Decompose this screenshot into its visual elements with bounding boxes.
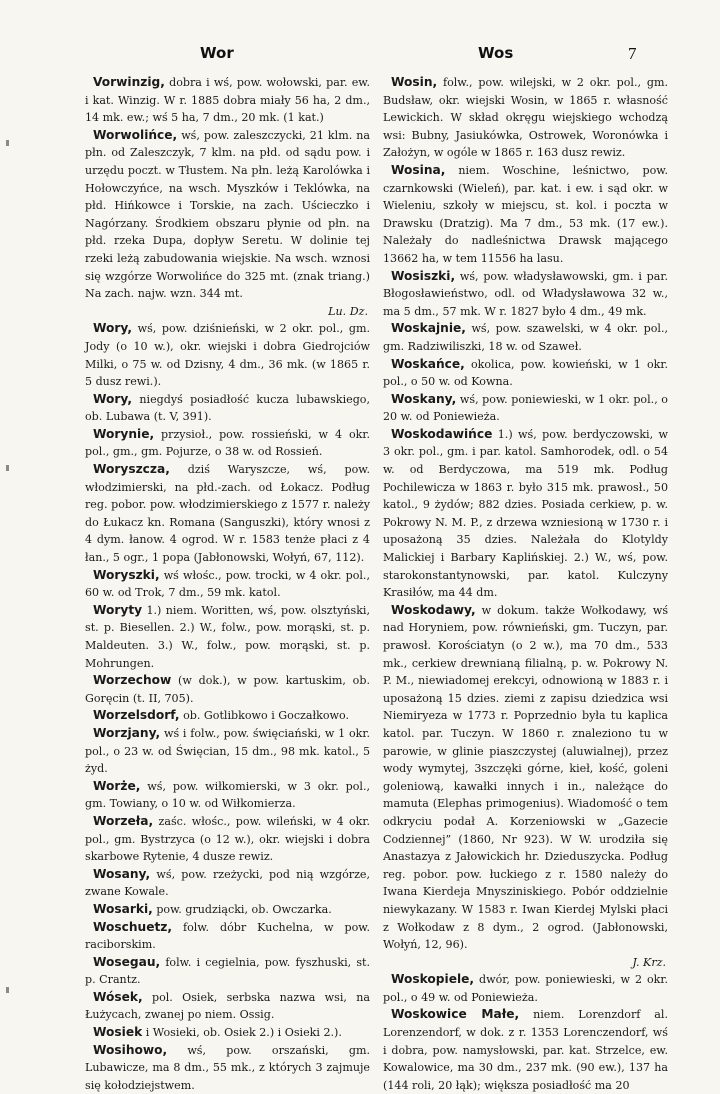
entry-headword: Wosany, (93, 866, 151, 881)
entry-text: 1.) wś, pow. berdyczowski, w 3 okr. pol., gm. i par. katol. Samhorodek, odl. o 54 w. od Berdyczowa, ma 519 mk. Podług Pochilewicza w 1863 r. było 315 mk. prawosł., 50 katol., 9 żydów; 882 dzies. Posiada cerkiew, p. w. Pokrowy N. M. P., z drzewa wzniesioną w 1730 r. i uposażoną 35 dzies. Należała do Klotyldy Malickiej i Barbary Kaplińskiej. 2.) W., wś, pow. starokonstantynowski, par. katol. Kulczyny Krasiłów, ma 44 dm. (383, 427, 669, 600)
entry-text: dziś Waryszcze, wś, pow. włodzimierski, na płd.-zach. od Łokacz. Podług reg. pobor. pow. włodzimierskiego z 1577 r. należy do Łukacz kn. Romana (Sanguszki), który wnosi z 4 dym. łanow. 4 ogrod. W r. 1583 tenże płaci z 4 łan., 5 ogr., 1 popa (Jabłonowski, Wołyń, 67, 112). (85, 463, 370, 565)
entry-text: w dokum. także Wołkodawy, wś nad Horyniem, pow. równieński, gm. Tuczyn, par. prawosł. Korościatyn (o 2 w.), ma 70 dm., 533 mk., cerkiew drewnianą filialną, p. w. Pokrowy N. P. M., niewiadomej erekcyi, odnowioną w 1883 r. i uposażoną 15 dzies. ziemi z zapisu dziedzica wsi Niemiryeza w 1773 r. Poprzednio była tu kaplica katol. par. Tuczyn. W 1860 r. znaleziono tu w parowie, w glinie piaszczystej (aluwialnej), przez wody wymytej, 3szczęki górne, kieł, kość, goleni goleniową, kawałki innych i in., należące do mamuta (Elephas primogenius). Wiadomość o tem odkryciu podał A. Korzeniowski w „Gazecie Codziennej” (1860, Nr 923). W W. urodziła się Anastazya z Jałowickich hr. Dzieduszycka. Podług reg. pobor. pow. łuckiego z r. 1580 należy do Iwana Kierdeja Mnysziniskiego. Pobór oddzielnie niewykazany. W 1583 r. Iwan Kierdej Mylski płaci z Wołkodaw z 8 dym., 2 ogrod. (Jabłonowski, Wołyń, 12, 96). (383, 603, 669, 952)
entry-headword: Worże, (93, 778, 141, 793)
entry-text: dwór, pow. poniewieski, w 2 okr. pol., o 49 w. od Poniewieża. (383, 973, 668, 1004)
entry-text: pow. grudziącki, ob. Owczarka. (156, 902, 332, 916)
dictionary-entry (85, 602, 370, 672)
margin-mark (6, 140, 9, 146)
entry-text: okolica, pow. kowieński, w 1 okr. pol., o 50 w. od Kowna. (383, 357, 668, 389)
entry-headword: Worzeła, (93, 813, 154, 828)
entry-text: ob. Gotlibkowo i Goczałkowo. (183, 709, 350, 723)
running-head-right: Wos (478, 44, 514, 62)
entry-headword: Wosegau, (93, 954, 161, 969)
entry-headword: Woskodawińce (391, 426, 493, 441)
entry-text: wś, pow. dziśnieński, w 2 okr. pol., gm. Jody (o 10 w.), okr. wiejski i dobra Giedrojciów Milki, o 75 w. od Dzisny, 4 dm., 36 mk. (w 1865 r. 5 dusz rewi.). (85, 322, 370, 389)
entry-text: wś włośc., pow. trocki, w 4 okr. pol., 60 w. od Trok, 7 dm., 59 mk. katol. (85, 568, 370, 600)
dictionary-entry (85, 989, 370, 1024)
dictionary-entry (383, 602, 668, 971)
dictionary-entry (85, 391, 370, 426)
dictionary-entry (383, 356, 668, 391)
entry-text: folw. dóbr Kuchelna, w pow. raciborskim. (85, 920, 370, 952)
entry-headword: Woskopiele, (391, 972, 475, 987)
dictionary-entry (383, 162, 668, 268)
dictionary-entry (85, 919, 370, 954)
entry-text: wś, pow. wiłkomierski, w 3 okr. pol., gm. Towiany, o 10 w. od Wiłkomierza. (85, 779, 370, 811)
entry-headword: Wosin, (391, 75, 438, 89)
entry-headword: Wory, (93, 391, 133, 406)
entry-text: (w dok.), w pow. kartuskim, ob. Goręcin (t. II, 705). (85, 674, 370, 705)
entry-text: folw. i cegielnia, pow. fyszhuski, st. p. Crantz. (85, 955, 370, 987)
page-header (0, 44, 720, 68)
entry-headword: Wosiszki, (391, 268, 456, 283)
entry-text: wś, pow. zaleszczycki, 21 klm. na płn. od Zaleszczyk, 7 klm. na płd. od sądu pow. i urzędu poczt. w Tłustem. Na płn. leżą Karolówka i Hołowczyńce, na wsch. Myszków i Teklówka, na płd. Hińkowce i Torskie, na zach. Uścieczko i Nagórzany. Środkiem obszaru płynie od płn. na płd. rzeka Dupa, dopływ Seretu. W dolinie tej rzeki leżą zabudowania wiejskie. Na wsch. wznosi się wzgórze Worwolińce do 325 mt. (znak triang.) Na zach. najw. wzn. 344 mt. (85, 128, 370, 301)
entry-text: wś, pow. rzeżycki, pod nią wzgórze, zwane Kowale. (85, 867, 371, 899)
dictionary-entry (85, 1024, 370, 1042)
dictionary-entry (383, 391, 668, 426)
dictionary-entry (85, 725, 370, 778)
left-column (85, 74, 370, 1094)
entry-text: niegdyś posiadłość kucza lubawskiego, ob. Lubawa (t. V, 391). (85, 392, 370, 424)
entry-text: 1.) niem. Woritten, wś, pow. olsztyński, st. p. Biesellen. 2.) W., folw., pow. morąski, st. p. Maldeuten. 3.) W., folw., pow. morąski, st. p. Mohrungen. (85, 603, 370, 670)
dictionary-entry (85, 1042, 370, 1094)
entry-headword: Vorwinzig, (93, 75, 165, 89)
dictionary-entry (85, 127, 370, 321)
entry-headword: Woskany, (391, 391, 457, 406)
entry-text: wś, pow. poniewieski, w 1 okr. pol., o 20 w. od Poniewieża. (383, 392, 668, 424)
entry-headword: Woschuetz, (93, 919, 173, 934)
entry-headword: Woskańce, (391, 356, 465, 371)
entry-headword: Wory, (93, 321, 133, 336)
dictionary-entry (383, 971, 668, 1006)
entry-text: wś, pow. szawelski, w 4 okr. pol., gm. Radziwiliszki, 18 w. od Szaweł. (383, 322, 668, 353)
dictionary-entry (383, 268, 668, 321)
entry-text: zaśc. włośc., pow. wileński, w 4 okr. pol., gm. Bystrzyca (o 12 w.), okr. wiejski i dobra skarbowe Rytenie, 4 dusze rewiz. (85, 814, 370, 864)
margin-mark (6, 987, 9, 993)
dictionary-entry (85, 567, 370, 602)
dictionary-entry (85, 74, 370, 127)
dictionary-entry (85, 461, 370, 567)
right-column (383, 74, 668, 1094)
dictionary-entry (85, 866, 370, 901)
dictionary-entry (383, 426, 668, 602)
entry-text: folw., pow. wilejski, w 2 okr. pol., gm. Budsław, okr. wiejski Wosin, w 1865 r. własność Lewickich. W skład okręgu wiejskiego wchodzą wsi: Bubny, Jasiukówka, Ostrowek, Woronówka i Założyn, w ogóle w 1865 r. 163 dusz rewiz. (383, 76, 669, 160)
entry-headword: Wosarki, (93, 901, 153, 916)
entry-headword: Woskowice Małe, (391, 1007, 520, 1022)
entry-headword: Woryty (93, 602, 143, 617)
entry-headword: Worzechow (93, 673, 172, 688)
entry-text: pol. Osiek, serbska nazwa wsi, na Łużycach, zwanej po niem. Ossig. (85, 990, 370, 1022)
entry-headword: Woskajnie, (391, 321, 466, 336)
dictionary-entry (383, 320, 668, 355)
entry-headword: Worynie, (93, 426, 155, 441)
dictionary-entry (85, 954, 370, 989)
page-number: 7 (628, 44, 637, 63)
entry-text: niem. Lorenzdorf al. Lorenzendorf, w dok. z r. 1353 Lorenczendorf, wś i dobra, pow. namysłowski, par. kat. Strzelce, ew. Kowalowice, ma 30 dm., 237 mk. (90 ew.), 137 ha (144 roli, 20 łąk); większa posiadłość ma 20 (383, 1008, 668, 1092)
entry-headword: Worzelsdorf, (93, 708, 180, 723)
dictionary-entry (383, 74, 668, 162)
entry-text: niem. Woschine, leśnictwo, pow. czarnkowski (Wieleń), par. kat. i ew. i sąd okr. w Wieleniu, szkoły w miejscu, st. kol. i poczta w Drawsku (Dratzig). Ma 7 dm., 53 mk. (17 ew.). Należały do nadleśnictwa Drawsk mającego 13662 ha, w tem 11556 ha lasu. (383, 163, 669, 265)
entry-headword: Wosihowo, (93, 1042, 168, 1057)
dictionary-entry (85, 426, 370, 461)
dictionary-entry (383, 1006, 668, 1094)
entry-text: wś, pow. orszański, gm. Lubawicze, ma 8 dm., 55 mk., z których 3 zajmuje się kołodziejstwem. (85, 1043, 370, 1092)
entry-headword: Wosiek (93, 1025, 143, 1040)
entry-headword: Woryszcza, (93, 462, 170, 477)
entry-text: dobra i wś, pow. wołowski, par. ew. i kat. Winzig. W r. 1885 dobra miały 56 ha, 2 dm., 14 mk. ew.; wś 5 ha, 7 dm., 20 mk. (1 kat.) (85, 76, 370, 125)
entry-text: i Wosieki, ob. Osiek 2.) i Osieki 2.). (145, 1026, 342, 1040)
entry-headword: Wósek, (93, 989, 143, 1004)
entry-text: przysioł., pow. rossieński, w 4 okr. pol., gm., gm. Pojurze, o 38 w. od Rossień. (85, 427, 371, 459)
dictionary-entry (85, 901, 370, 919)
entry-text: wś, pow. władysławowski, gm. i par. Błogosławieństwo, odl. od Władysławowa 32 w., ma 5 dm., 57 mk. W r. 1827 było 4 dm., 49 mk. (383, 269, 668, 318)
dictionary-entry (85, 707, 370, 725)
dictionary-entry (85, 778, 370, 813)
dictionary-entry (85, 320, 370, 390)
margin-mark (6, 465, 9, 471)
entry-headword: Worzjany, (93, 725, 161, 740)
entry-author-signature: J. Krz. (632, 955, 666, 969)
entry-headword: Worwolińce, (93, 127, 178, 142)
entry-headword: Woskodawy, (391, 602, 476, 617)
entry-text: wś i folw., pow. święciański, w 1 okr. pol., o 23 w. od Święcian, 15 dm., 98 mk. katol., 5 żyd. (85, 726, 370, 776)
dictionary-entry (85, 813, 370, 866)
dictionary-entry (85, 672, 370, 707)
entry-headword: Woryszki, (93, 567, 160, 582)
entry-headword: Wosina, (391, 162, 446, 177)
entry-author-signature: Lu. Dz. (328, 304, 368, 318)
running-head-left: Wor (200, 44, 234, 62)
